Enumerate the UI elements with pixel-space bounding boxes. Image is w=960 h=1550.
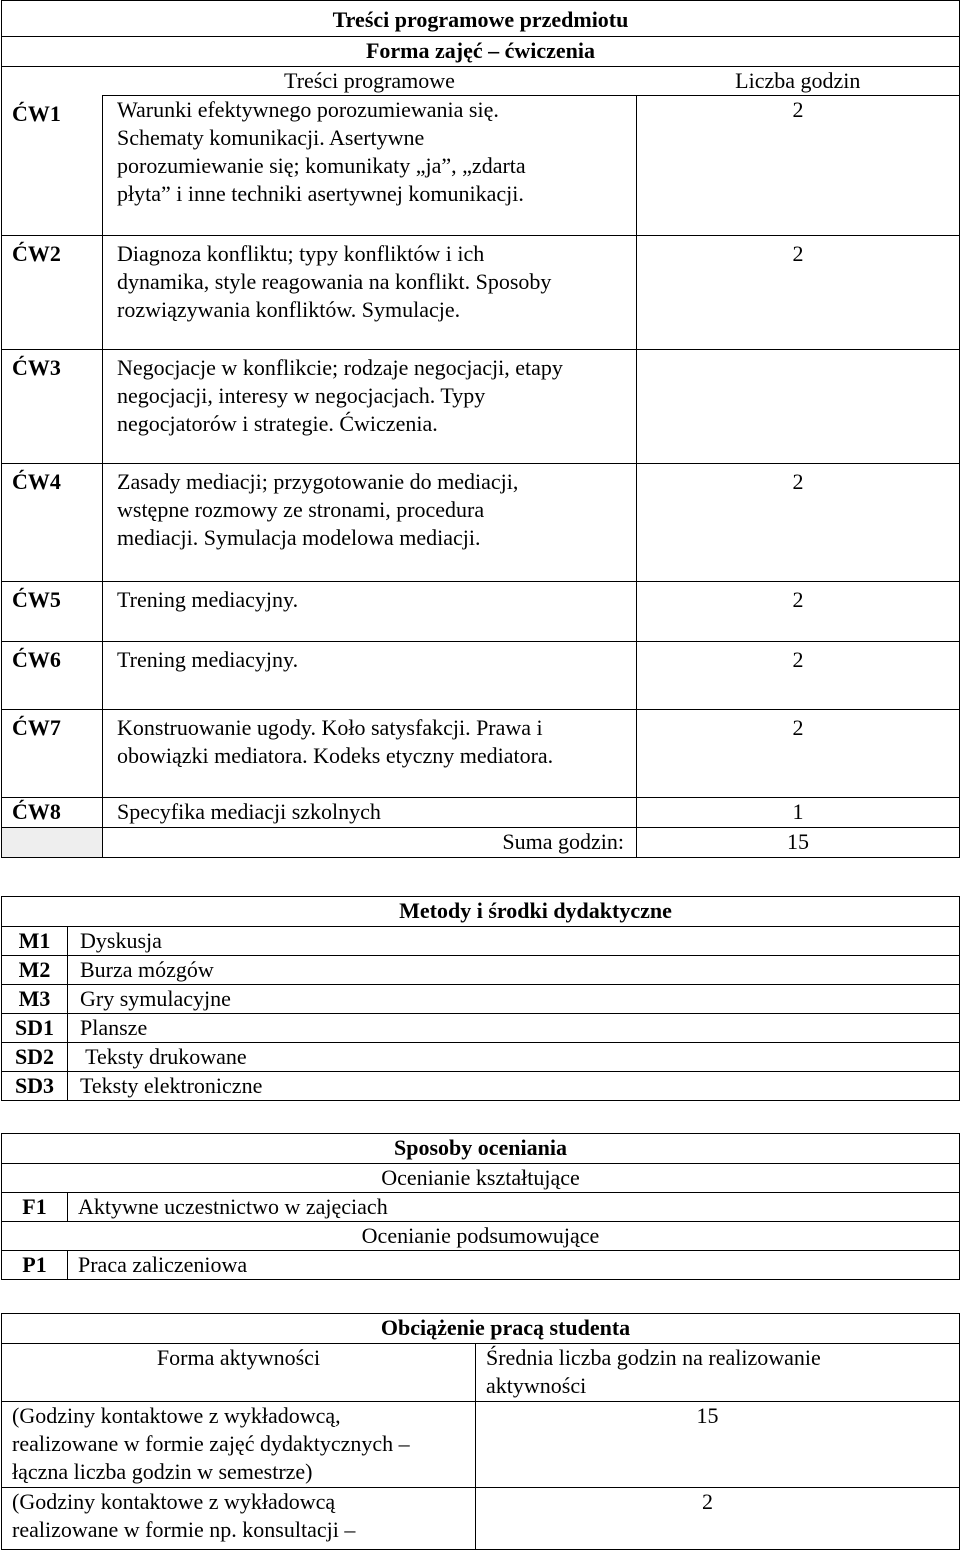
program-row <box>2 798 960 828</box>
assessment-desc: Praca zaliczeniowa <box>68 1251 960 1280</box>
row-hours <box>637 350 960 464</box>
assessment-table <box>1 1133 960 1280</box>
row-topic: Trening mediacyjny. <box>103 642 637 710</box>
sum-row <box>2 828 960 858</box>
method-code: M3 <box>2 985 68 1014</box>
methods-title: Metody i środki dydaktyczne <box>2 897 960 927</box>
code-header-cell <box>2 67 103 96</box>
workload-table <box>1 1313 960 1550</box>
method-row <box>2 956 960 985</box>
program-row <box>2 642 960 710</box>
row-topic: Konstruowanie ugody. Koło satysfakcji. Prawa i obowiązki mediatora. Kodeks etyczny mediatora. <box>103 710 637 798</box>
program-row <box>2 710 960 798</box>
assessment-title: Sposoby oceniania <box>2 1134 960 1164</box>
methods-table <box>1 896 960 1101</box>
assessment-code: P1 <box>2 1251 68 1280</box>
row-code: ĆW4 <box>2 464 103 582</box>
method-row <box>2 1043 960 1072</box>
method-desc: Teksty elektroniczne <box>68 1072 960 1101</box>
program-form: Forma zajęć – ćwiczenia <box>2 37 960 67</box>
formative-label: Ocenianie kształtujące <box>2 1164 960 1193</box>
program-row <box>2 350 960 464</box>
workload-title: Obciążenie pracą studenta <box>2 1314 960 1344</box>
assessment-row <box>2 1193 960 1222</box>
program-content-table <box>1 0 960 858</box>
method-desc: Gry symulacyjne <box>68 985 960 1014</box>
row-topic: Zasady mediacji; przygotowanie do mediacji, wstępne rozmowy ze stronami, procedura mediacji. Symulacja modelowa mediacji. <box>103 464 637 582</box>
sum-spacer <box>2 828 103 858</box>
program-row <box>2 96 960 236</box>
workload-avg-header: Średnia liczba godzin na realizowanie aktywności <box>476 1344 960 1402</box>
row-hours: 1 <box>637 798 960 828</box>
method-desc: Dyskusja <box>68 927 960 956</box>
row-code: ĆW6 <box>2 642 103 710</box>
workload-hours: 15 <box>476 1402 960 1488</box>
workload-row <box>2 1488 960 1550</box>
row-code: ĆW1 <box>2 96 103 236</box>
program-title: Treści programowe przedmiotu <box>2 1 960 37</box>
row-topic: Specyfika mediacji szkolnych <box>103 798 637 828</box>
row-code: ĆW7 <box>2 710 103 798</box>
method-desc: Burza mózgów <box>68 956 960 985</box>
row-topic: Negocjacje w konflikcie; rodzaje negocjacji, etapy negocjacji, interesy w negocjacjach. Typy negocjatorów i strategie. Ćwiczenia. <box>103 350 637 464</box>
summative-label: Ocenianie podsumowujące <box>2 1222 960 1251</box>
assessment-code: F1 <box>2 1193 68 1222</box>
row-code: ĆW5 <box>2 582 103 642</box>
row-hours: 2 <box>637 96 960 236</box>
method-code: M1 <box>2 927 68 956</box>
row-topic: Trening mediacyjny. <box>103 582 637 642</box>
row-code: ĆW2 <box>2 236 103 350</box>
row-topic: Warunki efektywnego porozumiewania się. Schematy komunikacji. Asertywne porozumiewanie się; komunikaty „ja”, „zdarta płyta” i inne techniki asertywnej komunikacji. <box>103 96 637 236</box>
workload-activity: (Godziny kontaktowe z wykładowcą realizowane w formie np. konsultacji – <box>2 1488 476 1550</box>
row-hours: 2 <box>637 582 960 642</box>
method-code: SD3 <box>2 1072 68 1101</box>
method-row <box>2 927 960 956</box>
assessment-desc: Aktywne uczestnictwo w zajęciach <box>68 1193 960 1222</box>
method-row <box>2 985 960 1014</box>
content-header: Treści programowe <box>284 68 455 93</box>
assessment-row <box>2 1251 960 1280</box>
row-hours: 2 <box>637 464 960 582</box>
method-code: SD2 <box>2 1043 68 1072</box>
method-row <box>2 1072 960 1101</box>
method-code: SD1 <box>2 1014 68 1043</box>
workload-form-header: Forma aktywności <box>2 1344 476 1402</box>
row-code: ĆW3 <box>2 350 103 464</box>
program-row <box>2 236 960 350</box>
method-desc: Teksty drukowane <box>68 1043 960 1072</box>
row-hours: 2 <box>637 236 960 350</box>
row-topic: Diagnoza konfliktu; typy konfliktów i ich dynamika, style reagowania na konflikt. Sposoby rozwiązywania konfliktów. Symulacje. <box>103 236 637 350</box>
method-code: M2 <box>2 956 68 985</box>
row-code: ĆW8 <box>2 798 103 828</box>
workload-activity: (Godziny kontaktowe z wykładowcą, realizowane w formie zajęć dydaktycznych – łączna liczba godzin w semestrze) <box>2 1402 476 1488</box>
workload-row <box>2 1402 960 1488</box>
hours-header: Liczba godzin <box>637 67 960 96</box>
row-hours: 2 <box>637 710 960 798</box>
workload-hours: 2 <box>476 1488 960 1550</box>
sum-label: Suma godzin: <box>103 828 637 858</box>
method-desc: Plansze <box>68 1014 960 1043</box>
row-hours: 2 <box>637 642 960 710</box>
method-row <box>2 1014 960 1043</box>
sum-value: 15 <box>637 828 960 858</box>
program-row <box>2 582 960 642</box>
program-row <box>2 464 960 582</box>
